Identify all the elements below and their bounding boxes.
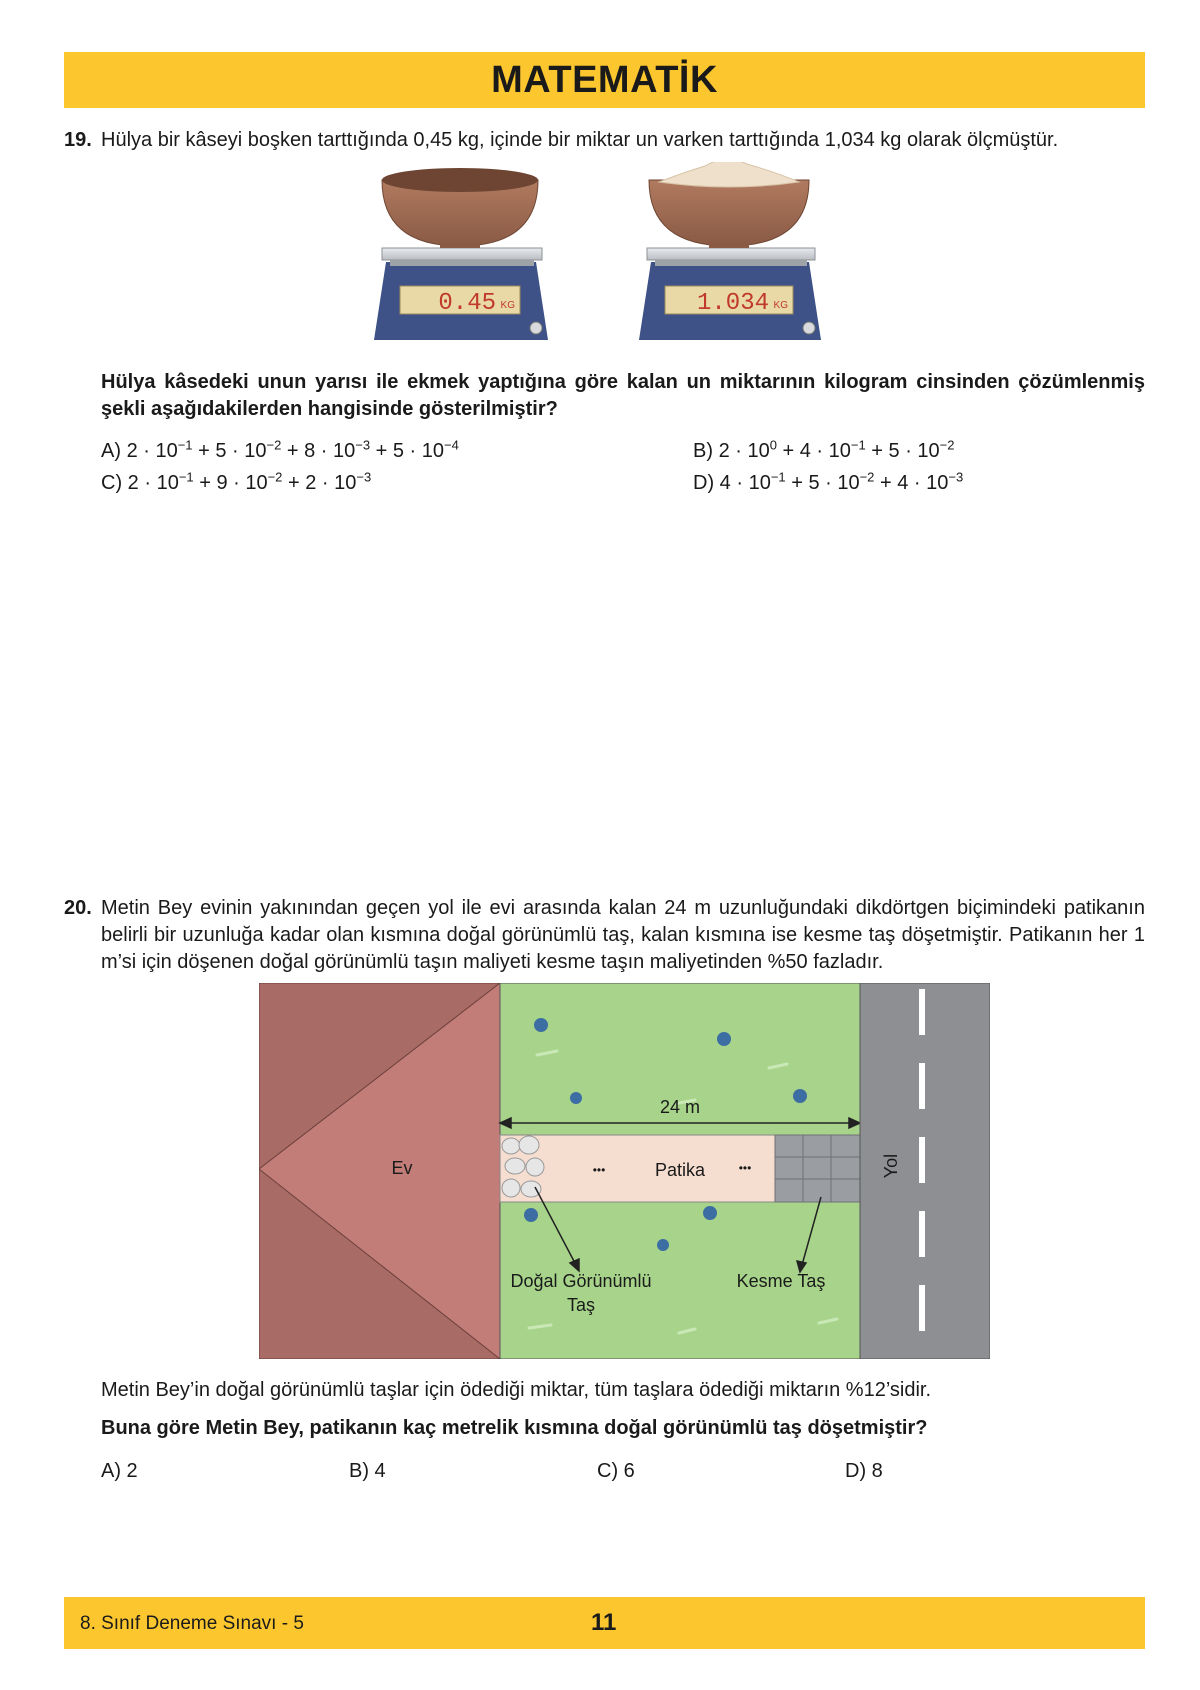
answer-b: B) 4 bbox=[349, 1460, 386, 1482]
option-b: B) $2 \cdot 10^0 + 4 \cdot 10^{-1} + 5 \cdot 10^{-2}$ bbox=[693, 437, 955, 462]
scale2-unit: KG bbox=[773, 300, 788, 311]
scales-illustration bbox=[360, 162, 880, 348]
page-number: 11 bbox=[591, 1609, 617, 1636]
question-text: Hülya bir kâseyi boşken tarttığında 0,45 kg, içinde bir miktar un varken tarttığında 1,034 kg olarak ölçmüştür. bbox=[101, 129, 1059, 151]
dots-left: ••• bbox=[592, 1163, 606, 1177]
subject-title: MATEMATİK bbox=[491, 58, 718, 101]
scale2-display: 1.034 bbox=[696, 290, 769, 317]
question-number: 20. bbox=[64, 897, 92, 919]
natural-stone-segment bbox=[502, 1136, 544, 1197]
question-20 bbox=[64, 895, 1145, 976]
scale1-unit: KG bbox=[500, 300, 515, 311]
path-diagram bbox=[259, 983, 990, 1359]
scale1-display: 0.45 bbox=[438, 290, 496, 317]
option-d: D) $4 \cdot 10^{-1} + 5 \cdot 10^{-2} + 4 \cdot 10^{-3}$ bbox=[693, 469, 964, 494]
cut-stone-label: Kesme Taş bbox=[736, 1271, 826, 1291]
dots-right: ••• bbox=[738, 1161, 752, 1175]
house-label: Ev bbox=[391, 1158, 413, 1178]
question-20-info: Metin Bey’in doğal görünümlü taşlar için ödediği miktar, tüm taşlara ödediği miktarın %12’sidir. bbox=[101, 1379, 932, 1401]
question-19 bbox=[64, 127, 1145, 154]
question-20-prompt: Buna göre Metin Bey, patikanın kaç metrelik kısmına doğal görünümlü taş döşetmiştir? bbox=[101, 1417, 928, 1439]
path-label: Patika bbox=[654, 1160, 706, 1180]
natural-stone-label-1: Doğal Görünümlü bbox=[510, 1271, 652, 1291]
header-bar bbox=[64, 52, 1145, 108]
empty-bowl-scale bbox=[374, 168, 548, 340]
question-text: Metin Bey evinin yakınından geçen yol ile evi arasında kalan 24 m uzunluğundaki dikdörtgen biçimindeki patikanın belirli bir uzunluğa kadar olan kısmına doğal görünümlü taş, kalan kısmına ise kesme taş döşetmiştir. Patikanın her 1 m’si için döşenen doğal görünümlü taşın maliyeti kesme taşın maliyetinden %50 fazladır. bbox=[101, 897, 1145, 973]
option-c: C) $2 \cdot 10^{-1} + 9 \cdot 10^{-2} + 2 \cdot 10^{-3}$ bbox=[101, 469, 372, 494]
footer-bar bbox=[64, 1597, 1145, 1649]
natural-stone-label-2: Taş bbox=[566, 1295, 596, 1315]
answer-c: C) 6 bbox=[597, 1460, 635, 1482]
exam-name: 8. Sınıf Deneme Sınavı - 5 bbox=[80, 1613, 304, 1634]
question-number: 19. bbox=[64, 129, 92, 151]
answer-d: D) 8 bbox=[845, 1460, 883, 1482]
cut-stone-segment bbox=[775, 1135, 860, 1202]
road-label: Yol bbox=[881, 1153, 901, 1179]
length-label: 24 m bbox=[659, 1097, 701, 1117]
option-a: A) $2 \cdot 10^{-1} + 5 \cdot 10^{-2} + 8 \cdot 10^{-3} + 5 \cdot 10^{-4}$ bbox=[101, 437, 459, 462]
flour-bowl-scale bbox=[639, 162, 821, 340]
answer-a: A) 2 bbox=[101, 1460, 138, 1482]
question-19-prompt: Hülya kâsedeki unun yarısı ile ekmek yaptığına göre kalan un miktarının kilogram cinsinden çözümlenmiş şekli aşağıdakilerden hangisinde gösterilmiştir? bbox=[101, 371, 1145, 420]
